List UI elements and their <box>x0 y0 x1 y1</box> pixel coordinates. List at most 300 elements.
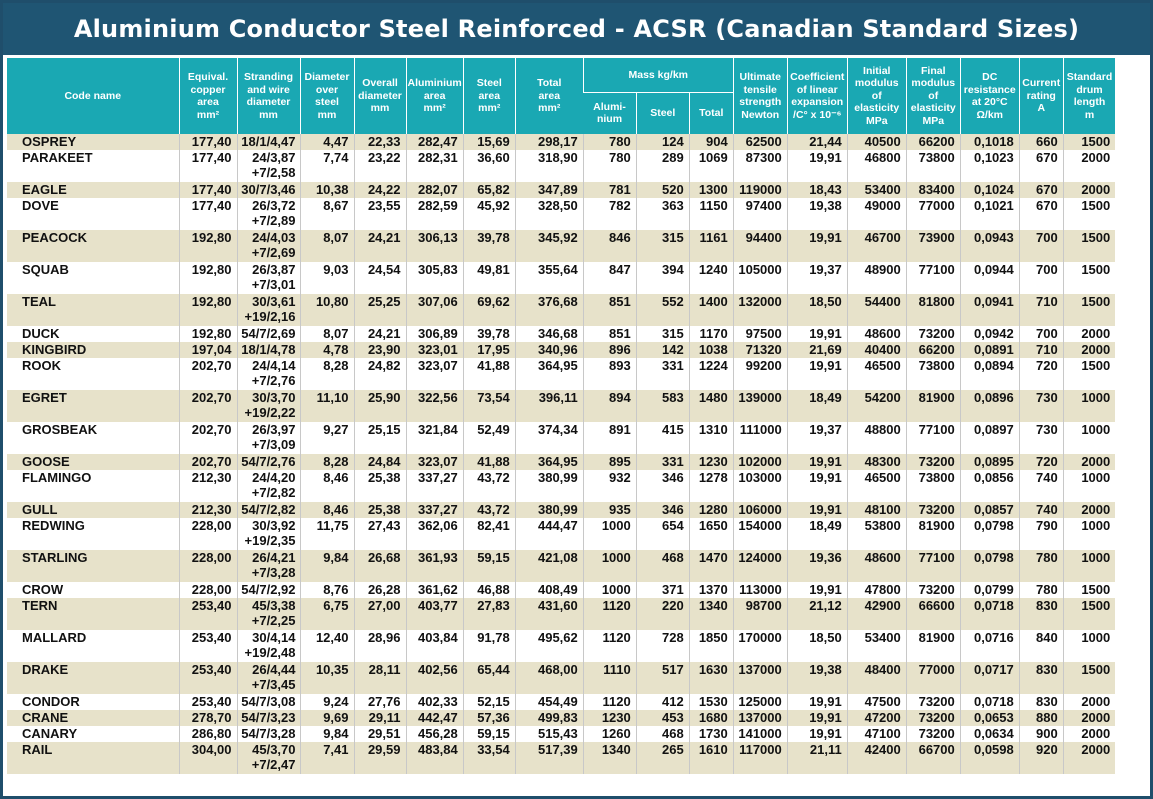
cell-drum-length: 1500 <box>1063 582 1115 598</box>
cell-drum-length: 1500 <box>1063 358 1115 390</box>
cell-total-area: 355,64 <box>515 262 583 294</box>
cell-drum-length: 2000 <box>1063 182 1115 198</box>
cell-coefficient-expansion: 18,50 <box>787 294 847 326</box>
cell-current-rating: 790 <box>1019 518 1063 550</box>
cell-drum-length: 1000 <box>1063 550 1115 582</box>
cell-initial-modulus: 49000 <box>847 198 906 230</box>
cell-coefficient-expansion: 19,91 <box>787 326 847 342</box>
cell-steel-area: 65,82 <box>463 182 515 198</box>
cell-steel-area: 43,72 <box>463 502 515 518</box>
table-row <box>7 518 1115 550</box>
cell-mass-steel: 453 <box>636 710 689 726</box>
cell-aluminium-area: 321,84 <box>406 422 463 454</box>
cell-drum-length: 1000 <box>1063 422 1115 454</box>
cell-equiv-copper-area: 304,00 <box>179 742 237 774</box>
cell-coefficient-expansion: 19,91 <box>787 454 847 470</box>
header-overall-diameter <box>354 58 406 134</box>
cell-dc-resistance: 0,0798 <box>960 518 1019 550</box>
cell-final-modulus: 73200 <box>906 502 960 518</box>
cell-mass-total: 1400 <box>689 294 733 326</box>
cell-diameter-over-steel: 9,84 <box>300 726 354 742</box>
cell-equiv-copper-area: 253,40 <box>179 630 237 662</box>
cell-aluminium-area: 282,59 <box>406 198 463 230</box>
cell-diameter-over-steel: 9,27 <box>300 422 354 454</box>
cell-initial-modulus: 48900 <box>847 262 906 294</box>
cell-final-modulus: 73200 <box>906 454 960 470</box>
cell-steel-area: 27,83 <box>463 598 515 630</box>
cell-drum-length: 1500 <box>1063 262 1115 294</box>
header-total-area <box>515 58 583 134</box>
cell-mass-total: 1340 <box>689 598 733 630</box>
header-line: Steel <box>650 107 676 119</box>
cell-stranding <box>237 182 300 198</box>
cell-final-modulus: 66600 <box>906 598 960 630</box>
cell-stranding <box>237 134 300 150</box>
cell-mass-total: 1230 <box>689 454 733 470</box>
stranding-line: 54/7/3,23 <box>241 710 296 725</box>
cell-mass-total: 1224 <box>689 358 733 390</box>
cell-initial-modulus: 40400 <box>847 342 906 358</box>
cell-mass-steel: 124 <box>636 134 689 150</box>
cell-steel-area: 45,92 <box>463 198 515 230</box>
stranding-line: 18/1/4,78 <box>241 342 296 357</box>
cell-mass-aluminium: 1340 <box>583 742 636 774</box>
cell-initial-modulus: 54200 <box>847 390 906 422</box>
cell-coefficient-expansion: 19,91 <box>787 230 847 262</box>
cell-stranding <box>237 342 300 358</box>
cell-mass-aluminium: 846 <box>583 230 636 262</box>
header-line: mm <box>370 102 390 115</box>
cell-mass-aluminium: 781 <box>583 182 636 198</box>
cell-final-modulus: 73200 <box>906 326 960 342</box>
stranding-line: 30/3,61 <box>252 294 296 309</box>
cell-diameter-over-steel: 8,46 <box>300 470 354 502</box>
cell-ultimate-tensile-strength: 97500 <box>733 326 787 342</box>
cell-diameter-over-steel: 8,76 <box>300 582 354 598</box>
cell-code-name: CANARY <box>7 726 179 742</box>
header-line: copper <box>190 83 226 96</box>
cell-steel-area: 17,95 <box>463 342 515 358</box>
cell-total-area: 517,39 <box>515 742 583 774</box>
cell-total-area: 380,99 <box>515 470 583 502</box>
stranding-line: +7/2,89 <box>251 213 296 228</box>
cell-coefficient-expansion: 19,91 <box>787 726 847 742</box>
cell-coefficient-expansion: 19,91 <box>787 710 847 726</box>
cell-aluminium-area: 403,77 <box>406 598 463 630</box>
cell-overall-diameter: 25,15 <box>354 422 406 454</box>
cell-ultimate-tensile-strength: 87300 <box>733 150 787 182</box>
cell-dc-resistance: 0,0944 <box>960 262 1019 294</box>
cell-initial-modulus: 42400 <box>847 742 906 774</box>
header-line: modulus <box>911 77 956 90</box>
cell-mass-steel: 394 <box>636 262 689 294</box>
cell-overall-diameter: 23,22 <box>354 150 406 182</box>
cell-dc-resistance: 0,0897 <box>960 422 1019 454</box>
cell-equiv-copper-area: 212,30 <box>179 502 237 518</box>
stranding-line: 26/3,97 <box>252 422 296 437</box>
cell-equiv-copper-area: 278,70 <box>179 710 237 726</box>
cell-overall-diameter: 27,43 <box>354 518 406 550</box>
header-line: expansion <box>791 96 844 108</box>
cell-final-modulus: 73200 <box>906 726 960 742</box>
cell-coefficient-expansion: 21,44 <box>787 134 847 150</box>
cell-drum-length: 1500 <box>1063 230 1115 262</box>
header-line: mm <box>259 108 278 121</box>
cell-final-modulus: 77100 <box>906 262 960 294</box>
cell-current-rating: 830 <box>1019 598 1063 630</box>
cell-ultimate-tensile-strength: 62500 <box>733 134 787 150</box>
cell-total-area: 499,83 <box>515 710 583 726</box>
cell-equiv-copper-area: 202,70 <box>179 390 237 422</box>
cell-current-rating: 780 <box>1019 582 1063 598</box>
page-title: Aluminium Conductor Steel Reinforced - ACSR (Canadian Standard Sizes) <box>73 15 1080 43</box>
cell-dc-resistance: 0,0857 <box>960 502 1019 518</box>
cell-dc-resistance: 0,0896 <box>960 390 1019 422</box>
cell-mass-steel: 552 <box>636 294 689 326</box>
cell-mass-steel: 142 <box>636 342 689 358</box>
cell-ultimate-tensile-strength: 106000 <box>733 502 787 518</box>
table-row <box>7 182 1115 198</box>
header-drum-length <box>1063 58 1115 134</box>
header-line: Diameter <box>304 71 350 83</box>
header-line: Overall <box>362 77 398 90</box>
cell-ultimate-tensile-strength: 124000 <box>733 550 787 582</box>
stranding-line: 54/7/2,82 <box>241 502 296 517</box>
cell-total-area: 345,92 <box>515 230 583 262</box>
cell-initial-modulus: 47800 <box>847 582 906 598</box>
cell-code-name: EAGLE <box>7 182 179 198</box>
cell-drum-length: 1000 <box>1063 390 1115 422</box>
cell-mass-aluminium: 893 <box>583 358 636 390</box>
cell-aluminium-area: 323,07 <box>406 358 463 390</box>
cell-drum-length: 2000 <box>1063 326 1115 342</box>
cell-current-rating: 830 <box>1019 694 1063 710</box>
cell-drum-length: 1500 <box>1063 134 1115 150</box>
cell-stranding <box>237 230 300 262</box>
cell-final-modulus: 81900 <box>906 390 960 422</box>
table-row <box>7 454 1115 470</box>
cell-aluminium-area: 403,84 <box>406 630 463 662</box>
cell-final-modulus: 77000 <box>906 662 960 694</box>
cell-dc-resistance: 0,0653 <box>960 710 1019 726</box>
cell-mass-aluminium: 782 <box>583 198 636 230</box>
cell-stranding <box>237 662 300 694</box>
cell-final-modulus: 73200 <box>906 710 960 726</box>
header-line: resistance <box>963 83 1016 96</box>
cell-overall-diameter: 26,68 <box>354 550 406 582</box>
header-line: MPa <box>922 114 945 127</box>
cell-equiv-copper-area: 202,70 <box>179 422 237 454</box>
cell-total-area: 376,68 <box>515 294 583 326</box>
cell-current-rating: 830 <box>1019 662 1063 694</box>
cell-aluminium-area: 402,56 <box>406 662 463 694</box>
cell-aluminium-area: 402,33 <box>406 694 463 710</box>
cell-code-name: GROSBEAK <box>7 422 179 454</box>
header-line: and wire <box>247 83 290 96</box>
table-row <box>7 294 1115 326</box>
cell-mass-aluminium: 1230 <box>583 710 636 726</box>
cell-stranding <box>237 726 300 742</box>
cell-diameter-over-steel: 9,69 <box>300 710 354 726</box>
cell-ultimate-tensile-strength: 102000 <box>733 454 787 470</box>
header-line: modulus <box>854 77 899 90</box>
cell-mass-steel: 412 <box>636 694 689 710</box>
cell-diameter-over-steel: 7,41 <box>300 742 354 774</box>
cell-steel-area: 39,78 <box>463 326 515 342</box>
cell-dc-resistance: 0,1018 <box>960 134 1019 150</box>
cell-current-rating: 840 <box>1019 630 1063 662</box>
cell-dc-resistance: 0,0943 <box>960 230 1019 262</box>
cell-code-name: MALLARD <box>7 630 179 662</box>
stranding-line: +7/3,45 <box>251 677 296 692</box>
cell-code-name: DRAKE <box>7 662 179 694</box>
header-coefficient-expansion <box>787 58 847 134</box>
cell-ultimate-tensile-strength: 141000 <box>733 726 787 742</box>
header-line: area <box>197 96 219 108</box>
cell-current-rating: 700 <box>1019 230 1063 262</box>
table-row <box>7 470 1115 502</box>
table-row <box>7 742 1115 774</box>
header-line: Total <box>537 77 562 90</box>
cell-total-area: 340,96 <box>515 342 583 358</box>
cell-initial-modulus: 54400 <box>847 294 906 326</box>
cell-steel-area: 41,88 <box>463 454 515 470</box>
table-row <box>7 230 1115 262</box>
cell-mass-aluminium: 1120 <box>583 598 636 630</box>
cell-mass-steel: 346 <box>636 470 689 502</box>
header-stranding <box>237 58 300 134</box>
table-row <box>7 726 1115 742</box>
cell-total-area: 346,68 <box>515 326 583 342</box>
cell-dc-resistance: 0,0941 <box>960 294 1019 326</box>
header-line: mm <box>317 108 337 121</box>
cell-current-rating: 720 <box>1019 454 1063 470</box>
table-row <box>7 342 1115 358</box>
cell-dc-resistance: 0,0856 <box>960 470 1019 502</box>
cell-final-modulus: 77000 <box>906 198 960 230</box>
cell-equiv-copper-area: 286,80 <box>179 726 237 742</box>
cell-mass-steel: 363 <box>636 198 689 230</box>
cell-coefficient-expansion: 19,91 <box>787 470 847 502</box>
cell-mass-aluminium: 851 <box>583 326 636 342</box>
cell-final-modulus: 73900 <box>906 230 960 262</box>
cell-aluminium-area: 323,01 <box>406 342 463 358</box>
cell-code-name: STARLING <box>7 550 179 582</box>
cell-steel-area: 69,62 <box>463 294 515 326</box>
cell-aluminium-area: 323,07 <box>406 454 463 470</box>
cell-overall-diameter: 28,96 <box>354 630 406 662</box>
stranding-line: 30/4,14 <box>252 630 296 645</box>
cell-equiv-copper-area: 212,30 <box>179 470 237 502</box>
cell-code-name: PARAKEET <box>7 150 179 182</box>
cell-current-rating: 720 <box>1019 358 1063 390</box>
cell-mass-aluminium: 1260 <box>583 726 636 742</box>
cell-current-rating: 700 <box>1019 262 1063 294</box>
table-header <box>7 58 1115 134</box>
cell-overall-diameter: 27,76 <box>354 694 406 710</box>
cell-ultimate-tensile-strength: 94400 <box>733 230 787 262</box>
cell-mass-total: 1530 <box>689 694 733 710</box>
cell-equiv-copper-area: 177,40 <box>179 182 237 198</box>
cell-overall-diameter: 29,59 <box>354 742 406 774</box>
header-line: Initial <box>863 64 891 77</box>
cell-stranding <box>237 150 300 182</box>
cell-dc-resistance: 0,0716 <box>960 630 1019 662</box>
cell-stranding <box>237 710 300 726</box>
cell-overall-diameter: 24,22 <box>354 182 406 198</box>
cell-mass-aluminium: 1000 <box>583 582 636 598</box>
cell-diameter-over-steel: 6,75 <box>300 598 354 630</box>
stranding-line: +7/3,01 <box>251 277 296 292</box>
cell-mass-steel: 468 <box>636 550 689 582</box>
cell-initial-modulus: 42900 <box>847 598 906 630</box>
cell-code-name: RAIL <box>7 742 179 774</box>
cell-mass-total: 1240 <box>689 262 733 294</box>
cell-diameter-over-steel: 10,80 <box>300 294 354 326</box>
cell-initial-modulus: 48100 <box>847 502 906 518</box>
cell-drum-length: 1000 <box>1063 470 1115 502</box>
cell-current-rating: 740 <box>1019 502 1063 518</box>
cell-mass-steel: 654 <box>636 518 689 550</box>
cell-code-name: CONDOR <box>7 694 179 710</box>
cell-overall-diameter: 27,00 <box>354 598 406 630</box>
cell-coefficient-expansion: 19,37 <box>787 262 847 294</box>
cell-code-name: DOVE <box>7 198 179 230</box>
cell-aluminium-area: 337,27 <box>406 502 463 518</box>
cell-code-name: PEACOCK <box>7 230 179 262</box>
stranding-line: 24/3,87 <box>252 150 296 165</box>
cell-mass-aluminium: 896 <box>583 342 636 358</box>
header-line: mm² <box>538 102 561 115</box>
cell-drum-length: 2000 <box>1063 710 1115 726</box>
cell-overall-diameter: 24,21 <box>354 326 406 342</box>
cell-steel-area: 39,78 <box>463 230 515 262</box>
header-line: Standard <box>1066 71 1113 83</box>
cell-code-name: CROW <box>7 582 179 598</box>
cell-current-rating: 900 <box>1019 726 1063 742</box>
header-line: Current <box>1022 77 1061 90</box>
cell-mass-total: 1038 <box>689 342 733 358</box>
cell-steel-area: 36,60 <box>463 150 515 182</box>
header-line: /C° x 10⁻⁶ <box>793 108 842 121</box>
cell-equiv-copper-area: 192,80 <box>179 326 237 342</box>
cell-mass-steel: 331 <box>636 358 689 390</box>
cell-coefficient-expansion: 19,38 <box>787 198 847 230</box>
cell-coefficient-expansion: 19,91 <box>787 502 847 518</box>
header-line: Stranding <box>244 71 293 83</box>
cell-overall-diameter: 23,55 <box>354 198 406 230</box>
stranding-line: 24/4,03 <box>252 230 296 245</box>
cell-code-name: KINGBIRD <box>7 342 179 358</box>
header-line: Total <box>699 107 724 119</box>
cell-current-rating: 880 <box>1019 710 1063 726</box>
cell-code-name: ROOK <box>7 358 179 390</box>
table-row <box>7 710 1115 726</box>
cell-initial-modulus: 47500 <box>847 694 906 710</box>
header-line: steel <box>315 96 339 108</box>
cell-mass-steel: 220 <box>636 598 689 630</box>
cell-current-rating: 670 <box>1019 198 1063 230</box>
cell-steel-area: 82,41 <box>463 518 515 550</box>
cell-aluminium-area: 361,93 <box>406 550 463 582</box>
cell-aluminium-area: 282,07 <box>406 182 463 198</box>
cell-equiv-copper-area: 228,00 <box>179 582 237 598</box>
header-line: drum <box>1076 83 1103 96</box>
header-mass-group <box>583 58 733 92</box>
cell-initial-modulus: 53400 <box>847 182 906 198</box>
header-mass-total <box>689 92 733 134</box>
cell-aluminium-area: 306,89 <box>406 326 463 342</box>
cell-mass-total: 1300 <box>689 182 733 198</box>
cell-aluminium-area: 361,62 <box>406 582 463 598</box>
cell-dc-resistance: 0,0598 <box>960 742 1019 774</box>
cell-stranding <box>237 326 300 342</box>
cell-initial-modulus: 53800 <box>847 518 906 550</box>
cell-current-rating: 660 <box>1019 134 1063 150</box>
cell-coefficient-expansion: 19,91 <box>787 358 847 390</box>
cell-ultimate-tensile-strength: 137000 <box>733 662 787 694</box>
cell-dc-resistance: 0,0894 <box>960 358 1019 390</box>
cell-overall-diameter: 28,11 <box>354 662 406 694</box>
cell-overall-diameter: 24,21 <box>354 230 406 262</box>
cell-ultimate-tensile-strength: 154000 <box>733 518 787 550</box>
cell-final-modulus: 73800 <box>906 358 960 390</box>
header-line: Equival. <box>187 71 229 83</box>
stranding-line: +19/2,22 <box>244 405 296 420</box>
cell-stranding <box>237 582 300 598</box>
cell-mass-aluminium: 851 <box>583 294 636 326</box>
cell-diameter-over-steel: 8,07 <box>300 326 354 342</box>
cell-dc-resistance: 0,1023 <box>960 150 1019 182</box>
cell-coefficient-expansion: 18,49 <box>787 390 847 422</box>
cell-mass-total: 1480 <box>689 390 733 422</box>
cell-total-area: 515,43 <box>515 726 583 742</box>
header-line: over <box>315 83 339 96</box>
cell-mass-total: 1278 <box>689 470 733 502</box>
cell-total-area: 364,95 <box>515 454 583 470</box>
cell-final-modulus: 73200 <box>906 694 960 710</box>
cell-dc-resistance: 0,0717 <box>960 662 1019 694</box>
cell-overall-diameter: 24,54 <box>354 262 406 294</box>
cell-equiv-copper-area: 192,80 <box>179 262 237 294</box>
cell-equiv-copper-area: 202,70 <box>179 358 237 390</box>
header-line: length <box>1073 96 1106 108</box>
header-line: elasticity <box>854 102 900 115</box>
cell-equiv-copper-area: 197,04 <box>179 342 237 358</box>
header-initial-modulus <box>847 58 906 134</box>
cell-overall-diameter: 26,28 <box>354 582 406 598</box>
cell-dc-resistance: 0,0891 <box>960 342 1019 358</box>
cell-initial-modulus: 48300 <box>847 454 906 470</box>
cell-coefficient-expansion: 19,91 <box>787 150 847 182</box>
cell-overall-diameter: 24,84 <box>354 454 406 470</box>
cell-equiv-copper-area: 177,40 <box>179 198 237 230</box>
table-row <box>7 390 1115 422</box>
cell-stranding <box>237 470 300 502</box>
header-line: mm² <box>423 102 446 115</box>
cell-current-rating: 920 <box>1019 742 1063 774</box>
cell-current-rating: 700 <box>1019 326 1063 342</box>
cell-drum-length: 2000 <box>1063 454 1115 470</box>
cell-stranding <box>237 598 300 630</box>
cell-ultimate-tensile-strength: 139000 <box>733 390 787 422</box>
stranding-line: 30/3,92 <box>252 518 296 533</box>
cell-drum-length: 2000 <box>1063 726 1115 742</box>
cell-total-area: 454,49 <box>515 694 583 710</box>
cell-code-name: TEAL <box>7 294 179 326</box>
cell-code-name: SQUAB <box>7 262 179 294</box>
stranding-line: +19/2,16 <box>244 309 296 324</box>
